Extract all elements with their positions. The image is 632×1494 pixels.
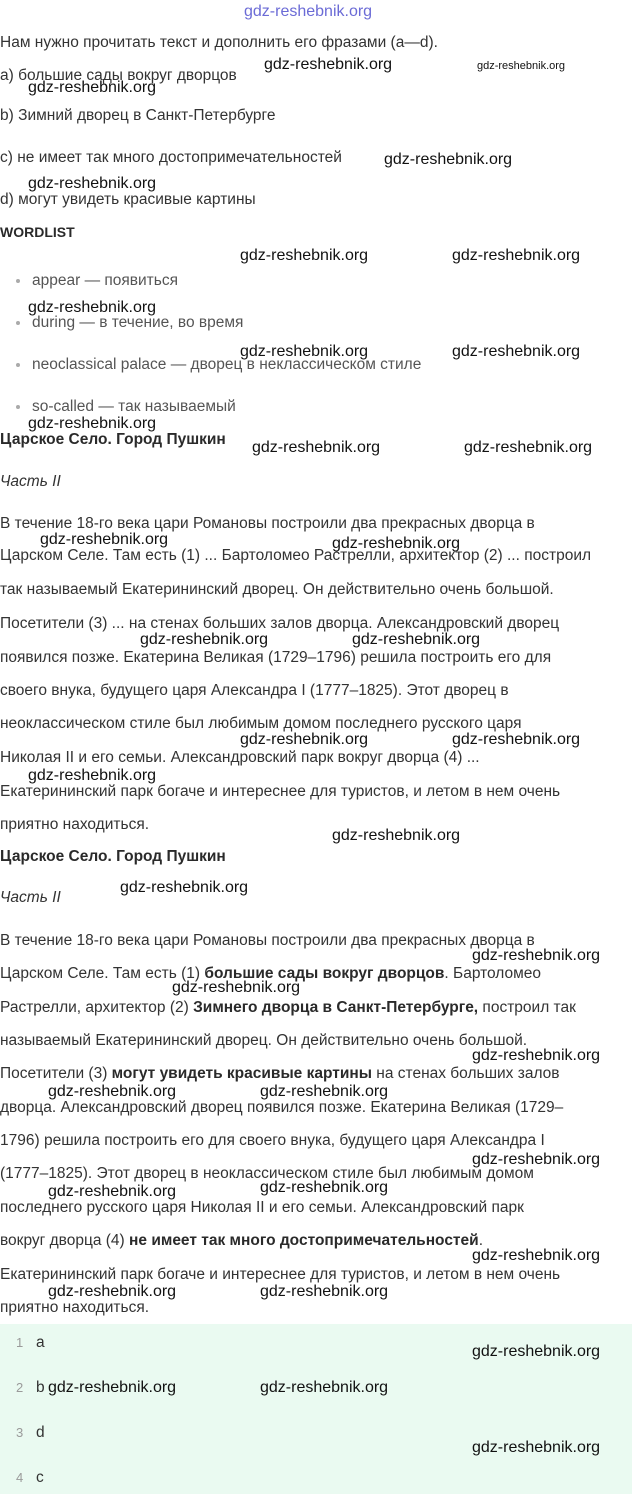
watermark: gdz-reshebnik.org — [48, 1283, 177, 1300]
watermark: gdz-reshebnik.org — [472, 1247, 601, 1264]
watermark: gdz-reshebnik.org — [28, 415, 157, 432]
wordlist-item: appear — появиться — [16, 272, 178, 290]
answer-3-phrase: могут увидеть красивые картины — [111, 1065, 372, 1082]
watermark: gdz-reshebnik.org — [260, 1083, 389, 1100]
text1-line: так называемый Екатерининский дворец. Он действительно очень большой. — [0, 581, 554, 598]
wordlist-item: neoclassical palace — дворец в неклассическом стиле — [16, 356, 421, 374]
answer-4-phrase: не имеет так много достопримечательностей — [129, 1232, 479, 1249]
watermark: gdz-reshebnik.org — [260, 1179, 389, 1196]
text1-part: Часть II — [0, 473, 61, 490]
wordlist-item: during — в течение, во время — [16, 314, 243, 332]
text1-line: своего внука, будущего царя Александра I (1777–1825). Этот дворец в — [0, 682, 509, 699]
text1-line: Екатерининский парк богаче и интереснее для туристов, и летом в нем очень — [0, 783, 561, 800]
option-c: c) не имеет так много достопримечательностей — [0, 149, 342, 166]
text1-line: Царском Селе. Там есть (1) ... Бартоломео Растрелли, архитектор (2) ... построил — [0, 547, 592, 564]
watermark: gdz-reshebnik.org — [352, 631, 481, 648]
watermark: gdz-reshebnik.org — [48, 1083, 177, 1100]
text2-line: Екатерининский парк богаче и интереснее для туристов, и летом в нем очень — [0, 1266, 561, 1283]
answer-row: 4 c — [16, 1469, 44, 1486]
watermark: gdz-reshebnik.org — [28, 175, 157, 192]
watermark: gdz-reshebnik.org — [452, 731, 581, 748]
watermark: gdz-reshebnik.org — [28, 79, 157, 96]
watermark: gdz-reshebnik.org — [48, 1379, 177, 1396]
watermark: gdz-reshebnik.org — [28, 299, 157, 316]
text2-line: называемый Екатерининский дворец. Он действительно очень большой. — [0, 1032, 528, 1049]
watermark: gdz-reshebnik.org — [472, 947, 601, 964]
text2-line: вокруг дворца (4) не имеет так много достопримечательностей. — [0, 1232, 483, 1249]
text2-line: Растрелли, архитектор (2) Зимнего дворца в Санкт-Петербурге, построил так — [0, 999, 576, 1016]
wordlist-title: WORDLIST — [0, 224, 75, 240]
text1-line: В течение 18-го века цари Романовы построили два прекрасных дворца в — [0, 515, 535, 532]
watermark: gdz-reshebnik.org — [48, 1183, 177, 1200]
text2-part: Часть II — [0, 889, 61, 906]
watermark: gdz-reshebnik.org — [260, 1379, 389, 1396]
text2-line: 1796) решила построить его для своего внука, будущего царя Александра I — [0, 1132, 545, 1149]
text1-title: Царское Село. Город Пушкин — [0, 431, 226, 448]
answer-2-phrase: Зимнего дворца в Санкт-Петербурге, — [193, 999, 479, 1016]
watermark: gdz-reshebnik.org — [240, 247, 369, 264]
text2-line: Царском Селе. Там есть (1) большие сады вокруг дворцов. Бартоломео — [0, 965, 542, 982]
watermark: gdz-reshebnik.org — [28, 767, 157, 784]
text1-line: Посетители (3) ... на стенах больших залов дворца. Александровский дворец — [0, 615, 560, 632]
watermark: gdz-reshebnik.org — [477, 60, 566, 72]
task-instruction: Нам нужно прочитать текст и дополнить его фразами (a—d). — [0, 34, 438, 51]
watermark: gdz-reshebnik.org — [452, 247, 581, 264]
text2-line: дворца. Александровский дворец появился позже. Екатерина Великая (1729– — [0, 1099, 564, 1116]
watermark: gdz-reshebnik.org — [332, 827, 461, 844]
site-header-link[interactable]: gdz-reshebnik.org — [244, 3, 373, 20]
option-a: a) большие сады вокруг дворцов — [0, 67, 237, 84]
watermark: gdz-reshebnik.org — [452, 343, 581, 360]
text2-line: Посетители (3) могут увидеть красивые картины на стенах больших залов — [0, 1065, 560, 1082]
answer-row: 3 d — [16, 1424, 45, 1441]
answer-1-phrase: большие сады вокруг дворцов — [204, 965, 445, 982]
watermark: gdz-reshebnik.org — [472, 1047, 601, 1064]
text2-line: приятно находиться. — [0, 1299, 150, 1316]
text1-line: появился позже. Екатерина Великая (1729–1796) решила построить его для — [0, 649, 552, 666]
watermark: gdz-reshebnik.org — [384, 151, 513, 168]
watermark: gdz-reshebnik.org — [172, 979, 301, 996]
watermark: gdz-reshebnik.org — [464, 439, 593, 456]
text1-line: Николая II и его семьи. Александровский парк вокруг дворца (4) ... — [0, 749, 480, 766]
text2-line: В течение 18-го века цари Романовы построили два прекрасных дворца в — [0, 932, 535, 949]
text2-line: последнего русского царя Николая II и его семьи. Александровский парк — [0, 1199, 524, 1216]
answer-row: 1 a — [16, 1334, 45, 1351]
watermark: gdz-reshebnik.org — [252, 439, 381, 456]
watermark: gdz-reshebnik.org — [472, 1151, 601, 1168]
answer-row: 2 b — [16, 1379, 45, 1396]
text2-line: (1777–1825). Этот дворец в неоклассическом стиле был любимым домом — [0, 1165, 534, 1182]
option-d: d) могут увидеть красивые картины — [0, 191, 256, 208]
text1-line: неоклассическом стиле был любимым домом последнего русского царя — [0, 715, 522, 732]
watermark: gdz-reshebnik.org — [120, 879, 249, 896]
watermark: gdz-reshebnik.org — [240, 343, 369, 360]
watermark: gdz-reshebnik.org — [264, 56, 393, 73]
text2-title: Царское Село. Город Пушкин — [0, 848, 226, 865]
watermark: gdz-reshebnik.org — [40, 531, 169, 548]
watermark: gdz-reshebnik.org — [240, 731, 369, 748]
text1-line: приятно находиться. — [0, 816, 150, 833]
option-b: b) Зимний дворец в Санкт-Петербурге — [0, 107, 276, 124]
watermark: gdz-reshebnik.org — [472, 1439, 601, 1456]
wordlist-item: so-called — так называемый — [16, 398, 236, 416]
watermark: gdz-reshebnik.org — [260, 1283, 389, 1300]
watermark: gdz-reshebnik.org — [140, 631, 269, 648]
watermark: gdz-reshebnik.org — [472, 1343, 601, 1360]
watermark: gdz-reshebnik.org — [332, 535, 461, 552]
